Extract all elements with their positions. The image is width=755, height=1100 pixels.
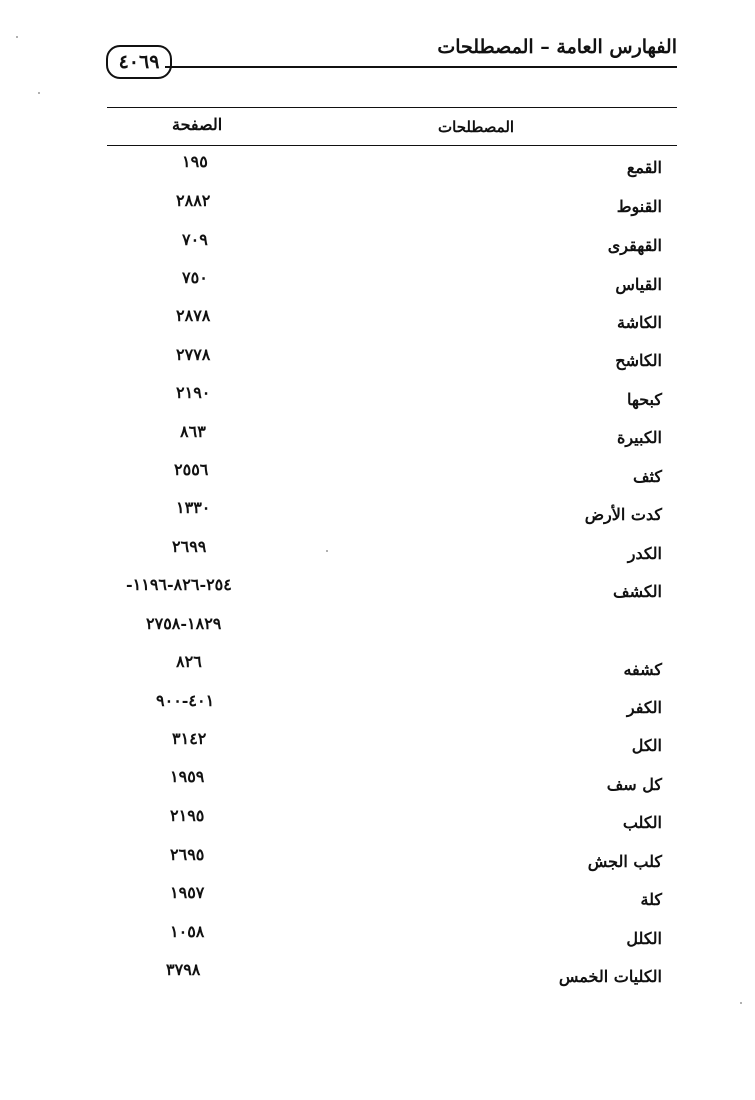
index-pages: ٢٥٤-٨٢٦-١١٩٦-: [126, 575, 232, 594]
index-term: الكاشح: [615, 351, 662, 370]
index-term: كثف: [632, 467, 662, 486]
index-term: الكلب: [622, 813, 662, 832]
index-pages: ١٩٥٧: [170, 883, 205, 902]
index-term: كلب الجش: [587, 852, 662, 871]
running-header-title: الفهارس العامة – المصطلحات: [437, 36, 677, 58]
index-term: القنوط: [616, 197, 662, 216]
index-pages-continued: ١٨٢٩-٢٧٥٨: [146, 614, 222, 633]
index-term: الكل: [631, 736, 662, 755]
index-term: الكلل: [626, 929, 662, 948]
index-pages: ٢١٩٥: [170, 806, 205, 825]
index-pages: ٢٨٨٢: [176, 191, 211, 210]
column-header-pages: الصفحة: [172, 115, 223, 134]
scan-speck: [740, 1002, 742, 1004]
scan-speck: [326, 550, 328, 552]
index-pages: ٢٥٥٦: [174, 460, 209, 479]
index-pages: ٢٨٧٨: [176, 306, 211, 325]
index-term: كبحها: [626, 390, 662, 409]
index-pages: ٢٦٩٩: [172, 537, 207, 556]
page-number-badge: ٤٠٦٩: [106, 45, 172, 79]
index-term: الكفر: [626, 698, 662, 717]
index-term: كشفه: [623, 660, 662, 679]
index-pages: ١٩٥٩: [170, 767, 205, 786]
index-term: الكبيرة: [616, 428, 662, 447]
index-pages: ١٩٥: [182, 152, 208, 171]
scan-speck: [38, 92, 40, 94]
index-pages: ٧٥٠: [182, 268, 208, 287]
index-pages: ٨٦٣: [180, 422, 206, 441]
column-header-terms: المصطلحات: [438, 118, 515, 136]
header-rule: [165, 66, 677, 68]
index-pages: ٨٢٦: [176, 652, 202, 671]
index-pages: ٢١٩٠: [176, 383, 211, 402]
table-header-rule: [107, 145, 677, 146]
index-pages: ٧٠٩: [182, 230, 208, 249]
index-pages: ٤٠١-٩٠٠: [156, 691, 215, 710]
scan-speck: [16, 36, 18, 38]
index-pages: ٢٧٧٨: [176, 345, 211, 364]
table-top-rule: [107, 107, 677, 108]
index-term: القمع: [626, 158, 662, 177]
index-pages: ٢٦٩٥: [170, 845, 205, 864]
index-term: القهقرى: [607, 236, 662, 255]
index-term: الكاشة: [616, 313, 662, 332]
index-term: كدت الأرض: [584, 505, 662, 524]
index-term: الكدر: [627, 544, 662, 563]
index-term: الكليات الخمس: [558, 967, 662, 986]
index-pages: ١٠٥٨: [170, 922, 205, 941]
index-pages: ٣٧٩٨: [166, 960, 201, 979]
index-pages: ١٣٣٠: [176, 498, 211, 517]
index-pages: ٣١٤٢: [172, 729, 207, 748]
index-term: الكشف: [613, 582, 662, 601]
index-term: القياس: [615, 275, 662, 294]
index-term: كلة: [640, 890, 662, 909]
index-term: كل سف: [606, 775, 662, 794]
